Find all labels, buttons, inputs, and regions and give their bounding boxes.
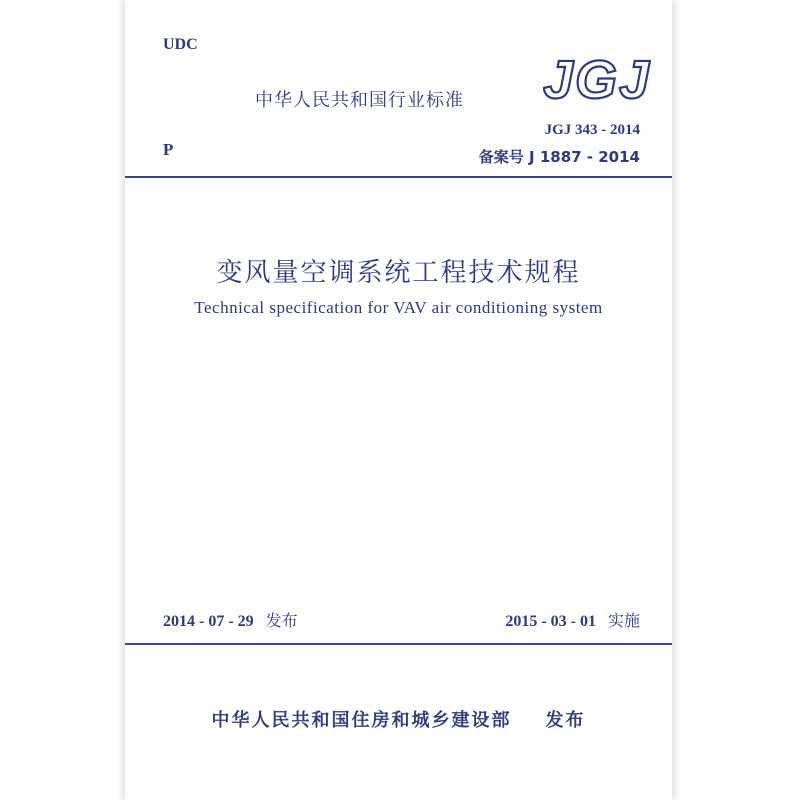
title-english: Technical specification for VAV air conditioning system [194,298,603,317]
publisher-line [125,706,672,732]
jgj-logo [543,46,651,110]
jgj-logo-text: JGJ [543,50,651,110]
effective-date: 2015 - 03 - 01 [505,613,596,630]
effective-label: 实施 [607,611,640,630]
effective-date-line [505,608,640,631]
publish-label: 发布 [265,611,298,630]
publish-date-line [163,608,298,631]
publisher-action: 发布 [545,710,586,731]
udc-label: UDC [163,36,198,53]
publisher-name: 中华人民共和国住房和城乡建设部 [211,710,512,731]
publish-date: 2014 - 07 - 29 [163,613,254,630]
industry-standard-label: 中华人民共和国行业标准 [255,90,464,111]
top-divider [125,176,672,178]
registration-number: 备案号 J 1887 - 2014 [478,148,640,166]
title-chinese: 变风量空调系统工程技术规程 [216,258,581,288]
classification-label: P [163,140,174,159]
bottom-divider [125,643,672,645]
standard-cover [125,0,672,800]
standard-number: JGJ 343 - 2014 [544,122,640,138]
